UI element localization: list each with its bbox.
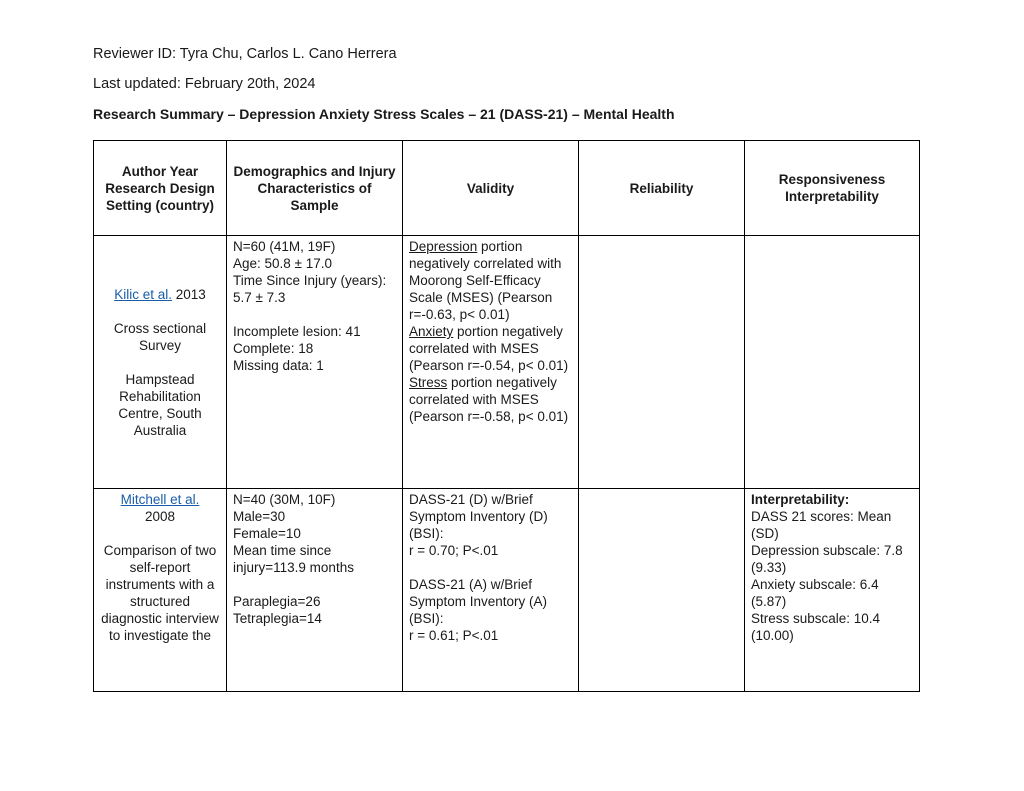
demo-line: Mean time since injury=113.9 months bbox=[233, 543, 354, 575]
reviewer-id: Reviewer ID: Tyra Chu, Carlos L. Cano Herrera bbox=[93, 46, 397, 62]
demo-line: Missing data: 1 bbox=[233, 358, 324, 373]
responsiveness-cell bbox=[745, 236, 920, 489]
table-header-row bbox=[94, 141, 920, 236]
interp-line: DASS 21 scores: Mean (SD) bbox=[751, 509, 892, 541]
demo-line: Paraplegia=26 bbox=[233, 594, 321, 609]
study-design: Cross sectional Survey bbox=[113, 320, 207, 353]
study-link[interactable]: Kilic et al. bbox=[114, 286, 172, 302]
author-cell bbox=[94, 489, 227, 692]
demo-line: Age: 50.8 ± 17.0 bbox=[233, 256, 332, 271]
validity-text: DASS-21 (D) w/Brief Symptom Inventory (D) (BSI): bbox=[409, 492, 548, 541]
demo-line: Complete: 18 bbox=[233, 341, 314, 356]
demographics-cell bbox=[227, 236, 403, 489]
demo-line: Tetraplegia=14 bbox=[233, 611, 322, 626]
validity-text: DASS-21 (A) w/Brief Symptom Inventory (A) (BSI): bbox=[409, 577, 548, 626]
validity-term: Anxiety bbox=[409, 324, 454, 339]
study-year: 2013 bbox=[175, 286, 206, 302]
last-updated: Last updated: February 20th, 2024 bbox=[93, 76, 316, 92]
col-header-demographics: Demographics and Injury Characteristics of Sample bbox=[227, 141, 403, 236]
author-cell bbox=[94, 236, 227, 489]
col-header-responsiveness: Responsiveness Interpretability bbox=[745, 141, 920, 236]
validity-cell bbox=[403, 236, 579, 489]
demographics-cell bbox=[227, 489, 403, 692]
interp-line: Anxiety subscale: 6.4 (5.87) bbox=[751, 577, 879, 609]
demo-line: Incomplete lesion: 41 bbox=[233, 324, 361, 339]
validity-text: portion negatively correlated with MSES (Pearson r=-0.58, p< 0.01) bbox=[409, 375, 569, 424]
validity-text: portion negatively correlated with Moorong Self-Efficacy Scale (MSES) (Pearson r=-0.63, p< 0.01) bbox=[409, 239, 562, 322]
validity-term: Depression bbox=[409, 239, 478, 254]
page-title: Research Summary – Depression Anxiety Stress Scales – 21 (DASS-21) – Mental Health bbox=[93, 106, 675, 122]
demo-line: Male=30 bbox=[233, 509, 286, 524]
validity-text: portion negatively correlated with MSES (Pearson r=-0.54, p< 0.01) bbox=[409, 324, 569, 373]
demo-line: Time Since Injury (years): 5.7 ± 7.3 bbox=[233, 273, 387, 305]
validity-text: r = 0.61; P<.01 bbox=[409, 628, 499, 643]
col-header-validity: Validity bbox=[403, 141, 579, 236]
table-row bbox=[94, 236, 920, 489]
study-setting: Hampstead Rehabilitation Centre, South Australia bbox=[118, 371, 202, 438]
interp-line: Stress subscale: 10.4 (10.00) bbox=[751, 611, 881, 643]
interp-line: Depression subscale: 7.8 (9.33) bbox=[751, 543, 903, 575]
demo-line: Female=10 bbox=[233, 526, 301, 541]
validity-text: r = 0.70; P<.01 bbox=[409, 543, 499, 558]
study-design: Comparison of two self-report instruments with a structured diagnostic interview to investigate the bbox=[101, 543, 219, 643]
reliability-cell bbox=[579, 489, 745, 692]
interpretability-heading: Interpretability: bbox=[751, 492, 850, 507]
reliability-cell bbox=[579, 236, 745, 489]
table-row bbox=[94, 489, 920, 692]
demo-line: N=40 (30M, 10F) bbox=[233, 492, 336, 507]
study-year: 2008 bbox=[144, 509, 176, 524]
validity-term: Stress bbox=[409, 375, 448, 390]
col-header-author: Author Year Research Design Setting (country) bbox=[94, 141, 227, 236]
validity-cell bbox=[403, 489, 579, 692]
col-header-reliability: Reliability bbox=[579, 141, 745, 236]
responsiveness-cell bbox=[745, 489, 920, 692]
demo-line: N=60 (41M, 19F) bbox=[233, 239, 336, 254]
research-summary-table bbox=[93, 140, 920, 692]
study-link[interactable]: Mitchell et al. bbox=[120, 492, 200, 507]
